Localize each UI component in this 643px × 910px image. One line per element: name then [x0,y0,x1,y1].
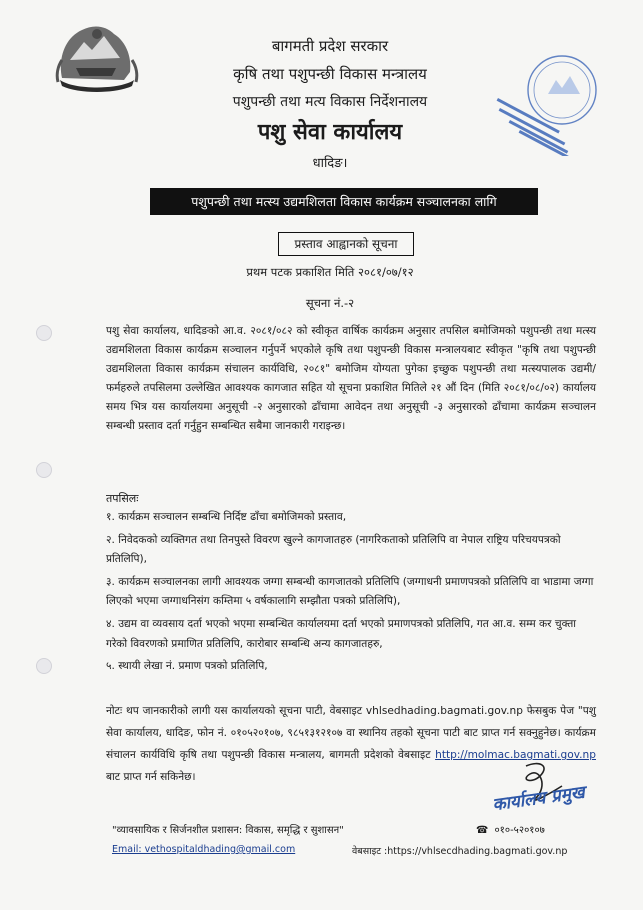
ministry-website-link[interactable]: http://molmac.bagmati.gov.np [435,749,596,761]
requirements-list [106,508,598,680]
office-name: पशु सेवा कार्यालय [257,120,403,145]
office-location: धादिङ। [312,156,348,171]
punch-hole [36,462,52,478]
note-text-end: बाट प्राप्त गर्न सकिनेछ। [106,771,196,783]
ministry-name: कृषि तथा पशुपन्छी विकास मन्त्रालय [233,65,427,83]
nepal-emblem-icon [54,20,140,94]
punch-hole [36,325,52,341]
footer-slogan: "व्यावसायिक र सिर्जनशील प्रशासन: विकास, समृद्धि र सुशासन" [112,825,344,836]
notice-body: पशु सेवा कार्यालय, धादिङको आ.व. २०८१/०८२ को स्वीकृत वार्षिक कार्यक्रम अनुसार तपसिल बमोजिमको पशुपन्छी तथा मत्स्य उद्यमशिलता विकास कार्यक्रम सञ्चालन गर्नुपर्ने भएकोले कृषि तथा पशुपन्छी विकास मन्त्रालयबाट स्वीकृत "कृषि तथा पशुपन्छी उद्यमशिलता विकास कार्यक्रम संचालन कार्यविधि, २०८१" बमोजिम योग्यता पुगेका इच्छुक पशुपन्छी तथा मत्स्यपालक उद्यमी/ फर्महरुले तपसिलमा उल्लेखित आवश्यक कागजात सहित यो सूचना प्रकाशित मितिले २१ औं दिन (मिति २०८१/०८/०२) कार्यालय समय भित्र यस कार्यालयमा अनुसूची -२ अनुसारको ढाँचामा आवेदन तथा अनुसूची -३ अनुसारको ढाँचामा कार्यक्रम सञ्चालन सम्बन्धी प्रस्ताव दर्ता गर्नुहुन सम्बन्धित सबैमा जानकारी गराइन्छ। [106,325,596,433]
email-link[interactable]: Email: vethospitaldhading@gmail.com [112,844,296,855]
published-date: प्रथम पटक प्रकाशित मिति २०८१/०७/१२ [246,265,414,279]
list-item: ३. कार्यक्रम सञ्चालनका लागी आवश्यक जग्गा सम्बन्धी कागजातको प्रतिलिपि (जग्गाधनी प्रमाणपत्रको प्रतिलिपि वा भाडामा जग्गा लिएको भएमा जग्गाधनिसंग कम्तिमा ५ वर्षकालागि सम्झौता पत्रको प्रतिलिपि), [106,575,594,608]
list-item: २. निवेदकको व्यक्तिगत तथा तिनपुस्ते विवरण खुल्ने कागजातहरु (नागरिकताको प्रतिलिपि वा नेपाल राष्ट्रिय परिचयपत्रको प्रतिलिपि), [106,533,561,566]
footer-email [112,844,295,855]
program-banner: पशुपन्छी तथा मत्स्य उद्यमशिलता विकास कार्यक्रम सञ्चालनका लागि [150,188,538,215]
govt-name: बागमती प्रदेश सरकार [271,37,389,55]
notice-number: सूचना नं.-२ [305,296,355,310]
footer-phone [476,822,545,836]
punch-hole [36,658,52,674]
directorate-name: पशुपन्छी तथा मत्य विकास निर्देशनालय [232,94,428,110]
phone-number: ०१०-५२०१०७ [494,825,545,836]
list-item: ५. स्थायी लेखा नं. प्रमाण पत्रको प्रतिलिपि, [106,660,268,673]
list-item: १. कार्यक्रम सञ्चालन सम्बन्धि निर्दिष्ट ढाँचा बमोजिमको प्रस्ताव, [106,511,347,523]
footer-website[interactable]: वेबसाइट :https://vhlsecdhading.bagmati.gov.np [352,846,568,857]
notice-title: प्रस्ताव आह्वानको सूचना [278,232,414,256]
tapsil-label: तपसिलः [106,492,139,505]
note-text: नोटः थप जानकारीको लागी यस कार्यालयको सूचना पाटी, वेबसाइट vhlsedhading.bagmati.gov.np फेसबुक पेज "पशु सेवा कार्यालय, धादिङ, फोन नं. ०१०५२०१०७, ९८५१३१२१०७ वा स्थानिय तहको सूचना पाटी बाट प्राप्त गर्न सक्नुहुनेछ। कार्यक्रम संचालन कार्यविधि कृषि तथा पशुपन्छी विकास मन्त्रालय, बागमती प्रदेशको वेबसाइट [106,705,596,761]
list-item: ४. उद्यम वा व्यवसाय दर्ता भएको भएमा सम्बन्धित कार्यालयमा दर्ता भएको प्रमाणपत्रको प्रतिलिपि, गत आ.व. सम्म कर चुक्ता गरेको विवरणको प्रमाणित प्रतिलिपि, कारोबार सम्बन्धि अन्य कागजातहरु, [106,617,577,650]
phone-icon: ☎ [476,825,489,836]
office-head-stamp: कार्यालय प्रमुख [491,782,586,816]
